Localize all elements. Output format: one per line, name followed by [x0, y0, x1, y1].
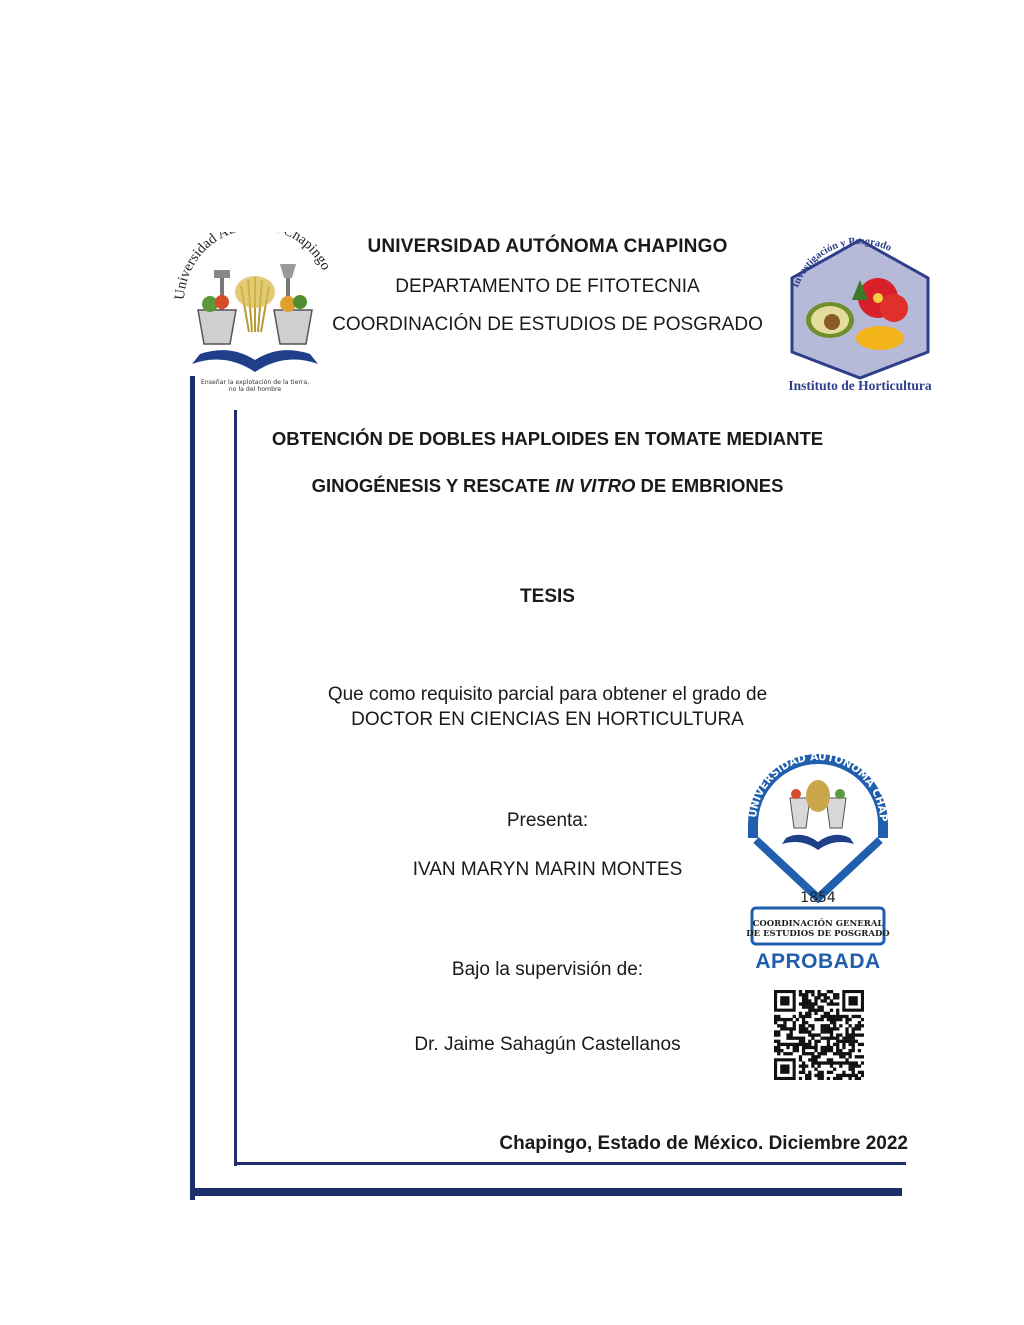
author-name: IVAN MARYN MARIN MONTES — [412, 859, 683, 880]
approval-status: APROBADA — [755, 950, 881, 973]
qr-code — [774, 990, 864, 1080]
document-type: TESIS — [520, 586, 575, 607]
seal-office-2: DE ESTUDIOS DE POSGRADO — [746, 929, 890, 939]
place-date: Chapingo, Estado de México. Diciembre 2022 — [499, 1133, 908, 1154]
seal-ring-text: UNIVERSIDAD AUTÓNOMA CHAP — [747, 750, 890, 822]
seal-office-1: COORDINACIÓN GENERAL — [752, 919, 884, 929]
title-part-a: GINOGÉNESIS Y RESCATE — [311, 475, 556, 496]
title-part-italic: IN VITRO — [555, 475, 636, 496]
inner-frame-left — [234, 410, 237, 1166]
requirement-line2: DOCTOR EN CIENCIAS EN HORTICULTURA — [351, 709, 744, 730]
institute-arc-text: Investigación y Posgrado — [790, 236, 894, 290]
supervisor-name: Dr. Jaime Sahagún Castellanos — [414, 1034, 681, 1055]
approval-seal — [742, 748, 894, 948]
department-name: DEPARTAMENTO DE FITOTECNIA — [395, 276, 700, 297]
chapingo-logo — [170, 232, 340, 397]
logo-motto-1: Enseñar la explotación de la tierra, — [200, 379, 310, 386]
logo-ring-text: Universidad A hapingo — [171, 232, 334, 301]
inner-frame-bottom — [234, 1162, 906, 1165]
outer-frame-bottom — [190, 1188, 902, 1196]
outer-frame-left — [190, 376, 195, 1200]
logo-motto-2: no la del hombre — [228, 386, 282, 393]
supervision-label: Bajo la supervisión de: — [451, 959, 644, 980]
requirement-line1: Que como requisito parcial para obtener el grado de — [327, 684, 768, 705]
presenta-label: Presenta: — [506, 810, 589, 831]
coordination-name: COORDINACIÓN DE ESTUDIOS DE POSGRADO — [332, 314, 763, 335]
horticulture-institute-logo — [782, 230, 938, 395]
institute-caption: Instituto de Horticultura — [788, 378, 932, 393]
title-part-c: DE EMBRIONES — [635, 475, 784, 496]
thesis-title-line1: OBTENCIÓN DE DOBLES HAPLOIDES EN TOMATE MEDIANTE — [271, 428, 824, 449]
university-name: UNIVERSIDAD AUTÓNOMA CHAPINGO — [367, 236, 728, 257]
thesis-title-line2 — [230, 475, 865, 497]
seal-year: 1854 — [800, 890, 836, 906]
